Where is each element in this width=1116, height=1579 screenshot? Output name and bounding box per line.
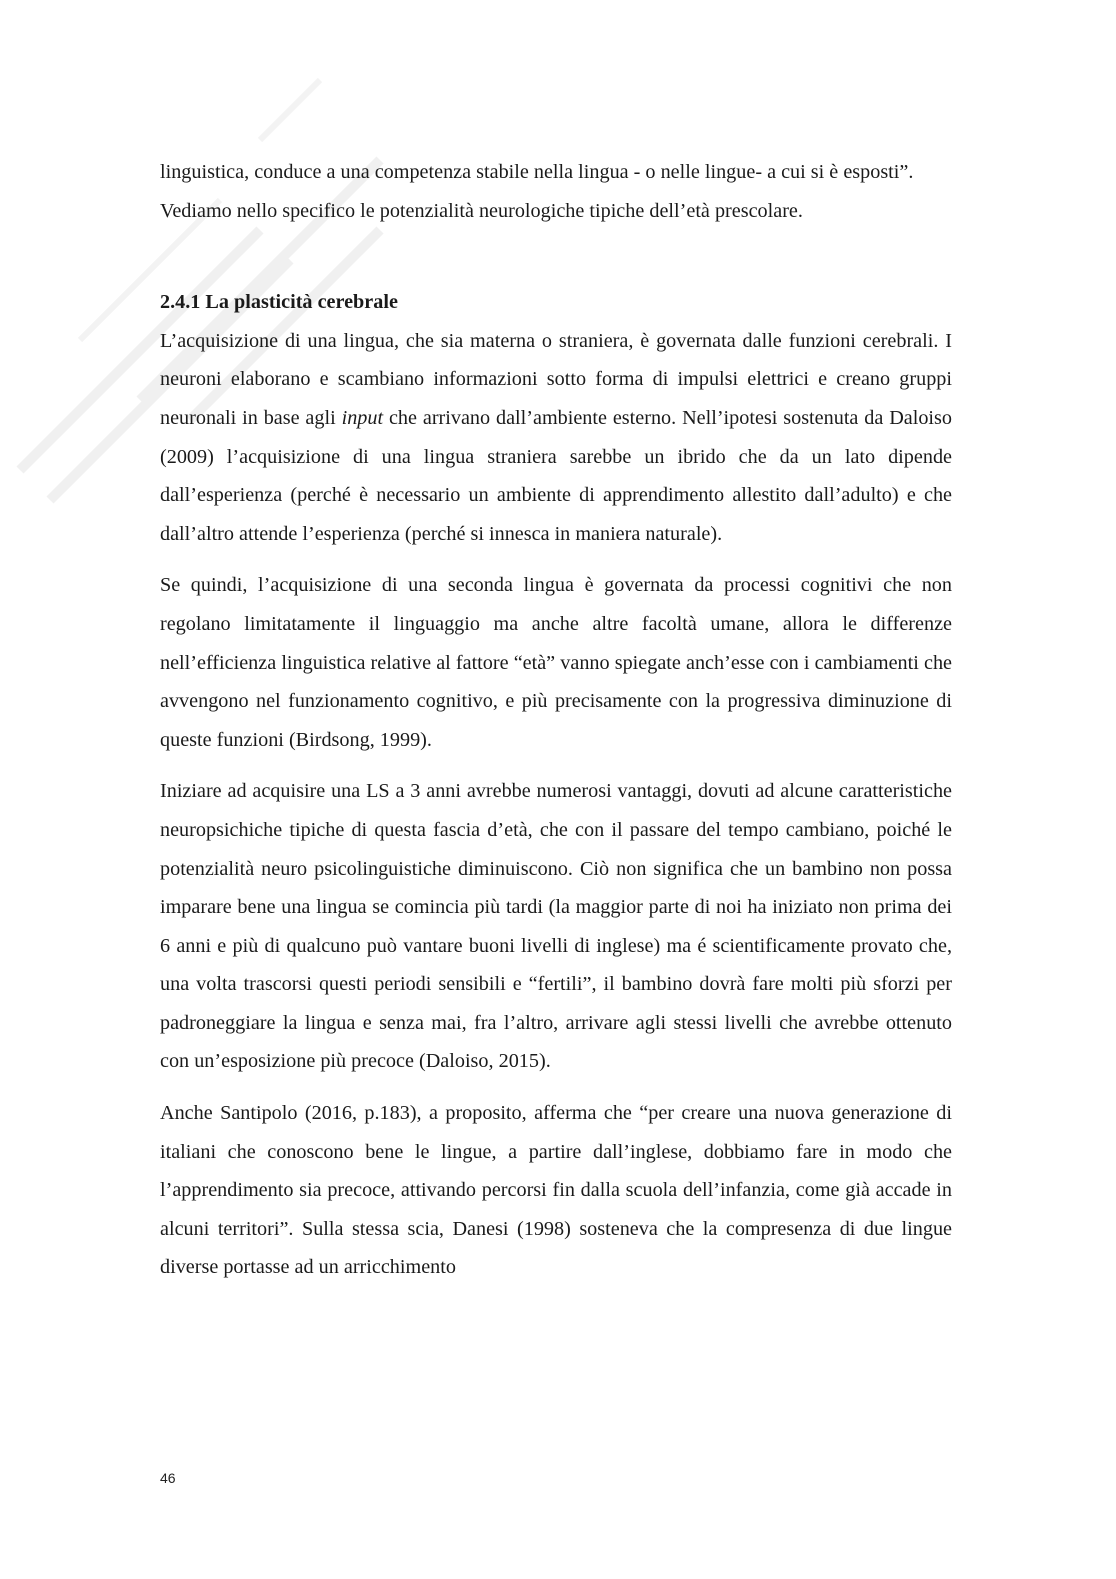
document-body xyxy=(160,153,952,1287)
intro-sentence: Vediamo nello specifico le potenzialità neurologiche tipiche dell’età prescolare. xyxy=(160,199,803,222)
intro-paragraph: linguistica, conduce a una competenza stabile nella lingua - o nelle lingue- a cui si è esposti”. xyxy=(160,161,914,183)
paragraph-text: L’acquisizione di una lingua, che sia materna o straniera, è governata dalle funzioni cerebrali. I neuroni elaborano e scambiano informazioni sotto forma di impulsi elettrici e creano gruppi neuronali in base agli xyxy=(160,329,952,429)
paragraph-vantaggi: Iniziare ad acquisire una LS a 3 anni avrebbe numerosi vantaggi, dovuti ad alcune caratteristiche neuropsichiche tipiche di questa fascia d’età, che con il passare del tempo cambiano, poiché le potenzialità neuro psicolinguistiche diminuiscono. Ciò non significa che un bambino non possa imparare bene una lingua se comincia più tardi (la maggior parte di noi ha iniziato non prima dei 6 anni e più di qualcuno può vantare buoni livelli di inglese) ma é scientificamente provato che, una volta trascorsi questi periodi sensibili e “fertili”, il bambino dovrà fare molti più sforzi per padroneggiare la lingua e senza mai, fra l’altro, arrivare agli stessi livelli che avrebbe ottenuto con un’esposizione più precoce (Daloiso, 2015). xyxy=(160,780,952,1073)
page-number: 46 xyxy=(160,1470,176,1486)
paragraph-text: che arrivano dall’ambiente esterno. Nell’ipotesi sostenuta da Daloiso (2009) l’acquisizione di una lingua straniera sarebbe un ibrido che da un lato dipende dall’esperienza (perché è necessario un ambiente di apprendimento allestito dall’adulto) e che dall’altro attende l’esperienza (perché si innesca in maniera naturale). xyxy=(160,406,952,545)
paragraph-acquisizione xyxy=(160,322,952,554)
section-heading: 2.4.1 La plasticità cerebrale xyxy=(160,291,398,314)
emphasis-input: input xyxy=(341,406,384,429)
paragraph-seconda-lingua: Se quindi, l’acquisizione di una seconda lingua è governata da processi cognitivi che non regolano limitatamente il linguaggio ma anche altre facoltà umane, allora le differenze nell’efficienza linguistica relative al fattore “età” vanno spiegate anch’esse con i cambiamenti che avvengono nel funzionamento cognitivo, e più precisamente con la progressiva diminuzione di queste funzioni (Birdsong, 1999). xyxy=(160,574,952,751)
paragraph-santipolo: Anche Santipolo (2016, p.183), a proposito, afferma che “per creare una nuova generazione di italiani che conoscono bene le lingue, a partire dall’inglese, dobbiamo fare in modo che l’apprendimento sia precoce, attivando percorsi fin dalla scuola dell’infanzia, come già accade in alcuni territori”. Sulla stessa scia, Danesi (1998) sosteneva che la compresenza di due lingue diverse portasse ad un arricchimento xyxy=(160,1102,952,1279)
